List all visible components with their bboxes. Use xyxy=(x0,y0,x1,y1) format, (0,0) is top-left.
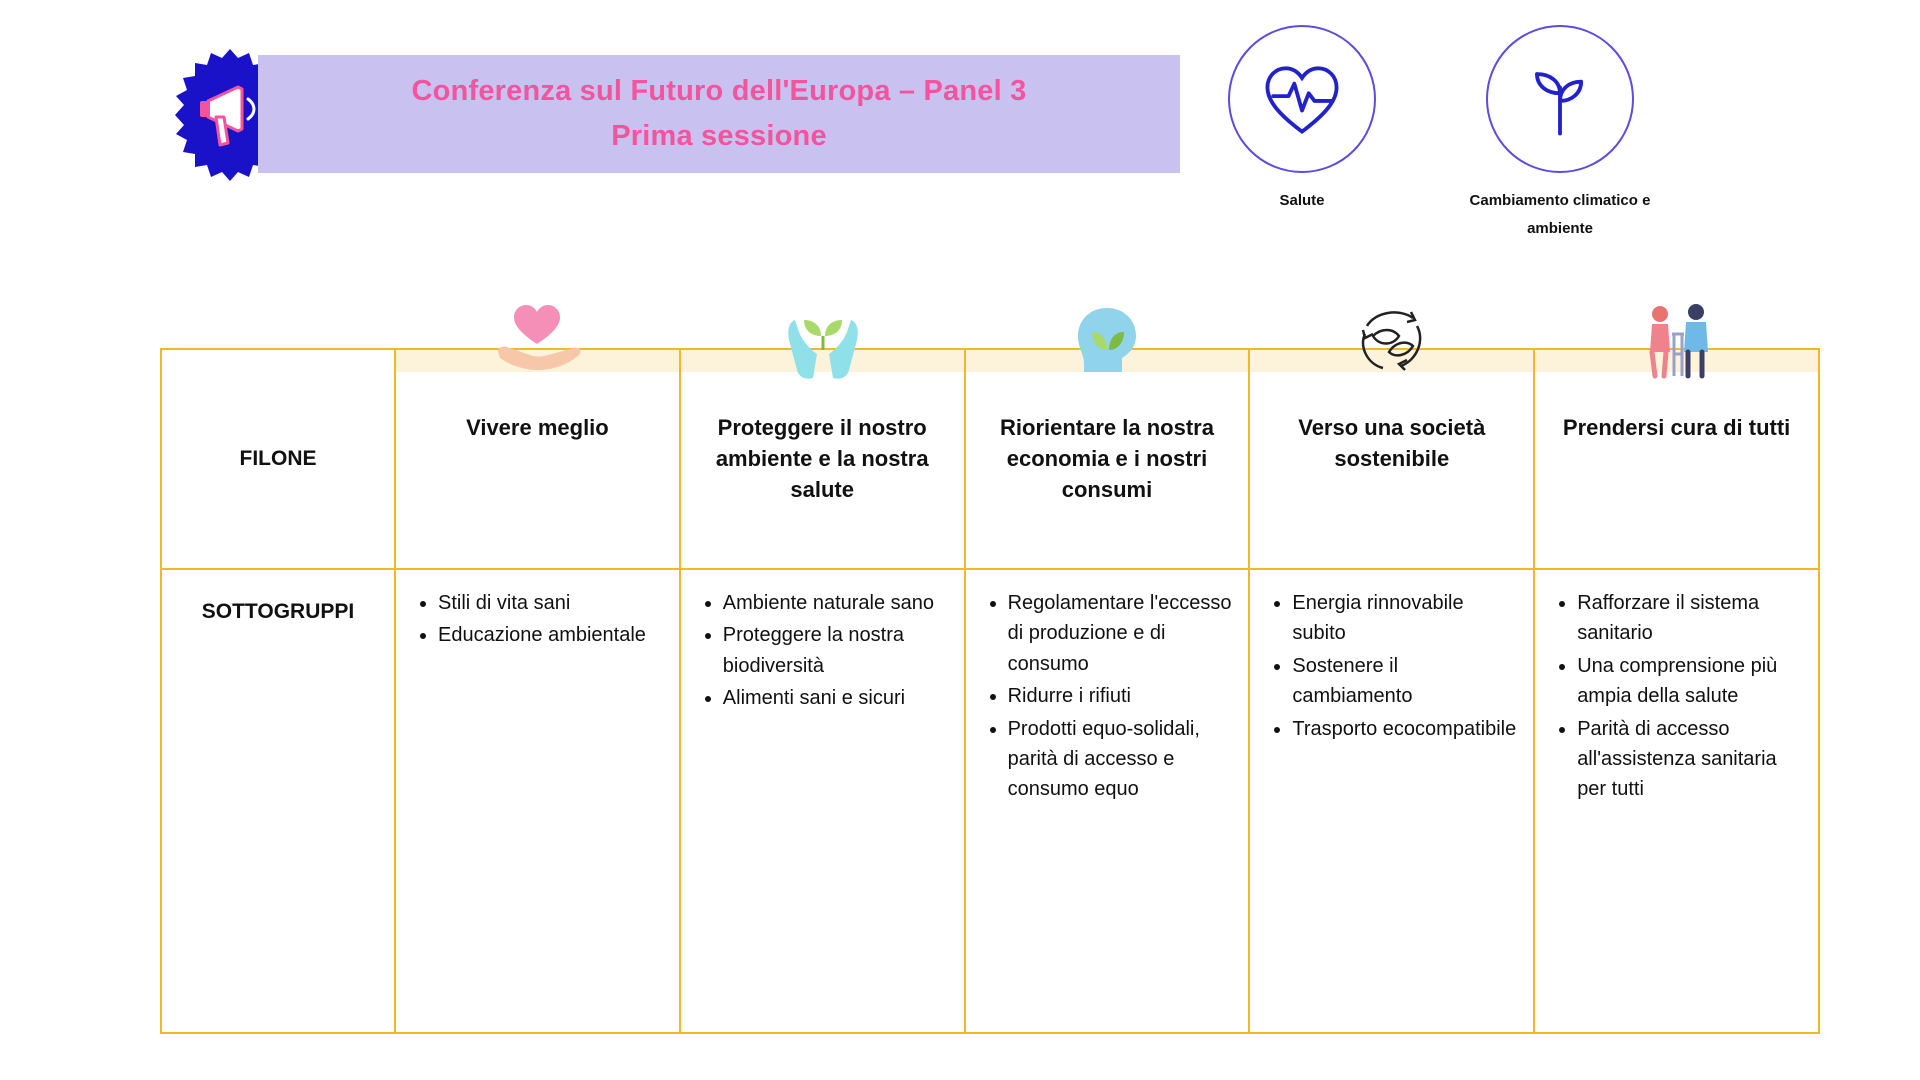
column-header-cell-1 xyxy=(395,349,680,569)
column-header-cell-2 xyxy=(680,349,965,569)
topic-salute-label: Salute xyxy=(1279,192,1325,209)
list-item: • Ambiente naturale sano xyxy=(723,588,948,618)
list-item: • Stili di vita sani xyxy=(438,588,663,618)
item-list-5 xyxy=(1551,588,1802,805)
list-item: • Ridurre i rifiuti xyxy=(1008,681,1233,711)
column-title-5: Prendersi cura di tutti xyxy=(1562,415,1791,440)
list-item: • Educazione ambientale xyxy=(438,620,663,650)
column-header-cell-5 xyxy=(1534,349,1819,569)
list-item: • Rafforzare il sistema sanitario xyxy=(1577,588,1802,649)
column-header-cell-3 xyxy=(965,349,1250,569)
column-title-1: Vivere meglio xyxy=(466,415,609,440)
row-header-sottogruppi: SOTTOGRUPPI xyxy=(161,569,395,1033)
item-list-1 xyxy=(412,588,663,651)
page-title-line-1: Conferenza sul Futuro dell'Europa – Panel 3 xyxy=(411,75,1027,108)
topic-clima-label: Cambiamento climatico e ambiente xyxy=(1469,192,1651,237)
list-item: • Una comprensione più ampia della salute xyxy=(1577,651,1802,712)
list-item: • Energia rinnovabile subito xyxy=(1292,588,1517,649)
caregiver-people-icon xyxy=(1622,292,1732,388)
head-leaf-icon xyxy=(1052,292,1162,388)
panel-matrix xyxy=(160,348,1820,1034)
item-list-2 xyxy=(697,588,948,714)
column-items-cell-5 xyxy=(1534,569,1819,1033)
list-item: • Regolamentare l'eccesso di produzione e di consumo xyxy=(1008,588,1233,679)
heart-pulse-icon xyxy=(1228,25,1376,173)
heart-in-hand-icon xyxy=(482,292,592,388)
title-banner xyxy=(258,55,1180,173)
list-item: • Trasporto ecocompatibile xyxy=(1292,714,1517,744)
list-item: • Parità di accesso all'assistenza sanitaria per tutti xyxy=(1577,714,1802,805)
hands-plant-icon xyxy=(767,292,877,388)
list-item: • Alimenti sani e sicuri xyxy=(723,683,948,713)
list-item: • Prodotti equo-solidali, parità di accesso e consumo equo xyxy=(1008,714,1233,805)
column-title-2: Proteggere il nostro ambiente e la nostra salute xyxy=(715,415,929,503)
column-items-cell-4 xyxy=(1249,569,1534,1033)
column-items-cell-2 xyxy=(680,569,965,1033)
table-row-filone xyxy=(161,349,1819,569)
topic-salute xyxy=(1222,25,1382,215)
list-item: • Proteggere la nostra biodiversità xyxy=(723,620,948,681)
header xyxy=(160,55,1180,173)
table-row-sottogruppi xyxy=(161,569,1819,1033)
list-item: • Sostenere il cambiamento xyxy=(1292,651,1517,712)
column-title-3: Riorientare la nostra economia e i nostri consumi xyxy=(1000,415,1214,503)
row-header-filone: FILONE xyxy=(161,349,395,569)
recycle-leaves-icon xyxy=(1337,292,1447,388)
column-header-cell-4 xyxy=(1249,349,1534,569)
column-items-cell-1 xyxy=(395,569,680,1033)
column-title-4: Verso una società sostenibile xyxy=(1298,415,1486,472)
topic-clima xyxy=(1469,25,1651,243)
sprout-icon xyxy=(1486,25,1634,173)
item-list-3 xyxy=(982,588,1233,805)
item-list-4 xyxy=(1266,588,1517,744)
page-title-line-2: Prima sessione xyxy=(611,120,827,152)
column-items-cell-3 xyxy=(965,569,1250,1033)
